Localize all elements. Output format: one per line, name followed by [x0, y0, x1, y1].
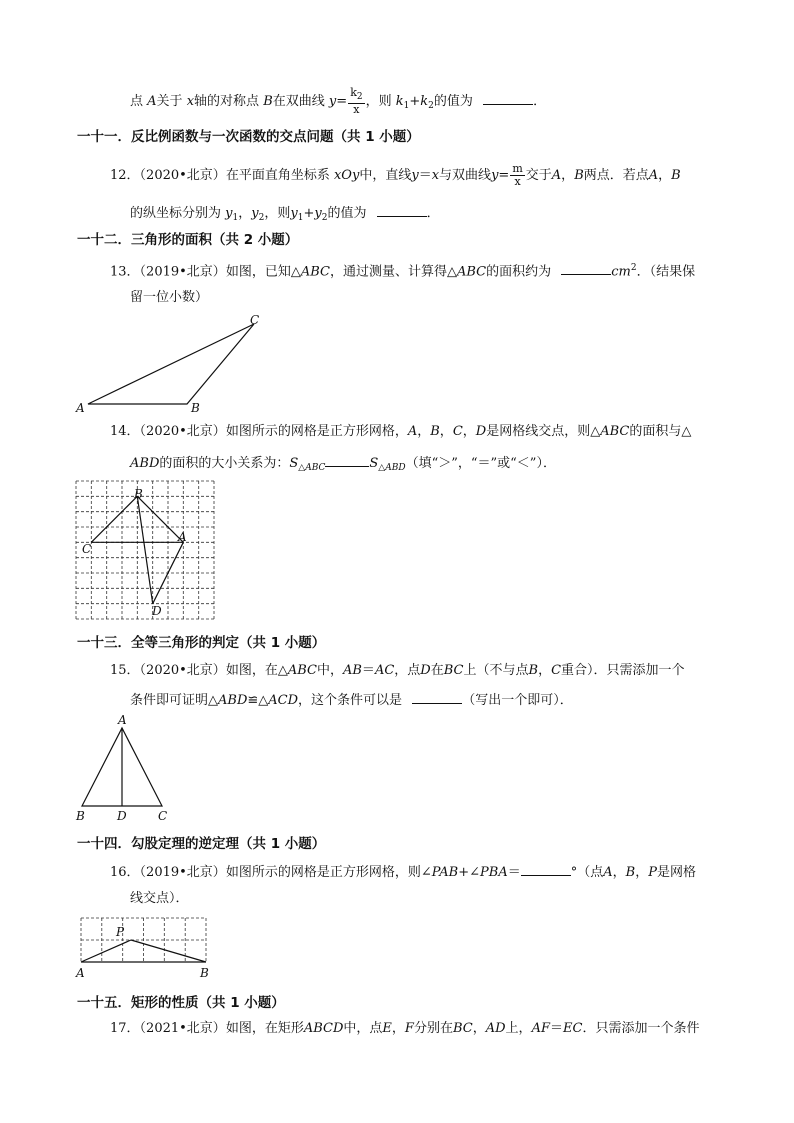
q11-text-f: 的值为 — [433, 94, 473, 109]
q15-text-1d: 在 — [430, 663, 444, 678]
q12-xoy: xOy — [333, 168, 360, 183]
q13-text-c: 的面积约为 — [486, 264, 552, 280]
q14-text-1c: 的面积与△ — [629, 424, 692, 439]
q14-label-c: C — [82, 542, 92, 556]
q16-label-b: B — [200, 966, 209, 980]
q15-label-b: B — [76, 809, 85, 823]
q13-line1: 13．（2019•北京）如图，已知△ABC，通过测量、计算得△ABC的面积约为 $cm^2$．（结果保 — [110, 263, 696, 280]
section-12-heading: 一十二．三角形的面积（共 2 小题） — [77, 232, 299, 248]
section-14-heading: 一十四．勾股定理的逆定理（共 1 小题） — [77, 836, 326, 852]
q12-line1: 12．（2020•北京）在平面直角坐标系 xOy中，直线y＝x与双曲线y= $\frac{m}{x}$ 交于A，B两点．若点A，B — [110, 162, 681, 188]
q12-text-1a: 在平面直角坐标系 — [225, 168, 330, 183]
q13-text-d: ．（结果保 — [636, 264, 696, 280]
q11-point-b: B — [263, 94, 273, 109]
q12-text-2b: ，则 — [264, 206, 291, 221]
q17-text-1d: 上， — [505, 1021, 532, 1036]
q15-text-2d: （写出一个即可）． — [462, 693, 573, 708]
q13-label-c: C — [250, 313, 260, 327]
q11-text-a: 点 — [130, 94, 144, 109]
q13-answer-blank[interactable] — [561, 261, 611, 275]
q12-text-1b: 中，直线 — [359, 168, 412, 183]
q11-tail-line: 点 A关于 x轴的对称点 B在双曲线 y= $\frac{k_2}{x}$ ，则 $k_1+k_2$的值为 ． — [130, 86, 547, 116]
q16-grid — [81, 918, 206, 962]
q16-text-1e: 是网格 — [656, 865, 696, 880]
q13-text-a: 如图，已知△ — [225, 264, 301, 280]
q13-label-b: B — [191, 401, 200, 415]
q14-text-1b: 是网格线交点，则△ — [486, 424, 601, 439]
section-11-heading: 一十一．反比例函数与一次函数的交点问题（共 1 小题） — [77, 129, 420, 145]
q16-label-a: A — [76, 966, 85, 980]
q15-line2: 条件即可证明△ABD≌△ACD，这个条件可以是 （写出一个即可）． — [130, 690, 573, 710]
q16-text-1d: °（点 — [570, 865, 604, 880]
q14-grid-figure — [76, 481, 216, 621]
q12-fraction — [510, 163, 524, 188]
q16-text-1c: ＝ — [507, 865, 521, 880]
q13-text-b: ，通过测量、计算得△ — [329, 264, 457, 280]
q11-point-a: A — [147, 94, 157, 109]
q11-var-y: y — [328, 94, 337, 109]
q15-text-1a: 如图，在△ — [225, 663, 288, 678]
q11-frac-num: k — [350, 86, 357, 99]
q15-line1: 15．（2020•北京）如图，在△ABC中，AB＝AC，点D在BC上（不与点B，C重合）．只需添加一个 — [110, 663, 685, 678]
q11-answer-blank[interactable] — [483, 91, 533, 105]
q16-number: 16． — [110, 865, 140, 880]
q17-line1: 17．（2021•北京）如图，在矩形ABCD中，点E，F分别在BC，AD上，AF＝EC．只需添加一个条件 — [110, 1021, 700, 1036]
q16-line1: 16．（2019•北京）如图所示的网格是正方形网格，则∠PAB+∠PBA＝ °（点A，B，P是网格 — [110, 862, 696, 882]
q16-source: （2019•北京） — [139, 865, 226, 880]
q12-frac-num: m — [512, 162, 523, 175]
q15-text-2c: ，这个条件可以是 — [298, 693, 403, 708]
q14-label-a: A — [178, 530, 187, 544]
q11-var-x: x — [186, 94, 195, 109]
q11-text-b: 关于 — [156, 94, 183, 109]
q12-text-1e: 两点．若点 — [583, 168, 649, 183]
q17-text-1b: 中，点 — [343, 1021, 383, 1036]
q16-text-1a: 如图所示的网格是正方形网格，则∠ — [225, 865, 432, 880]
q14-text-2a: 的面积的大小关系为： — [159, 456, 290, 471]
q15-source: （2020•北京） — [139, 663, 226, 678]
q13-line2: 留一位小数） — [130, 290, 209, 305]
section-13-heading: 一十三．全等三角形的判定（共 1 小题） — [77, 635, 326, 651]
q15-text-1f: 重合）．只需添加一个 — [561, 663, 685, 678]
q15-text-1b: 中， — [316, 663, 343, 678]
q11-fraction: $\frac{k_2}{x}$ — [350, 86, 363, 116]
q17-text-1c: 分别在 — [413, 1021, 453, 1036]
q13-triangle — [88, 324, 254, 404]
q12-number: 12． — [110, 168, 140, 183]
q11-sum: k — [395, 94, 404, 109]
q17-number: 17． — [110, 1021, 140, 1036]
section-15-heading: 一十五．矩形的性质（共 1 小题） — [77, 995, 285, 1011]
q15-label-c: C — [158, 809, 168, 823]
q17-text-1e: ．只需添加一个条件 — [582, 1021, 700, 1036]
q13-triangle-figure — [70, 310, 270, 420]
q14-number: 14． — [110, 424, 140, 439]
q11-frac-den: x — [353, 103, 360, 116]
q16-grid-figure — [76, 915, 216, 985]
q14-label-b: B — [134, 487, 143, 501]
q15-label-a: A — [118, 713, 127, 727]
q15-answer-blank[interactable] — [412, 690, 462, 704]
q15-label-d: D — [117, 809, 127, 823]
q16-answer-blank[interactable] — [521, 862, 571, 876]
q15-text-1e: 上（不与点 — [463, 663, 529, 678]
q12-source: （2020•北京） — [139, 168, 226, 183]
q12-text-2c: 的值为 — [327, 206, 367, 221]
q13-number: 13． — [110, 264, 140, 280]
q14-line2: ABD的面积的大小关系为：$S_{\triangle ABC}$ $S_{\triangle ABD}$（填“＞”，“＝”或“＜”）． — [130, 453, 556, 477]
q15-number: 15． — [110, 663, 140, 678]
q15-text-2a: 条件即可证明△ — [130, 693, 218, 708]
q15-text-1c: ，点 — [394, 663, 421, 678]
q17-text-1a: 如图，在矩形 — [225, 1021, 304, 1036]
q12-answer-blank[interactable] — [377, 203, 427, 217]
q12-frac-den: x — [514, 175, 521, 188]
q12-text-1c: 与双曲线 — [439, 168, 492, 183]
q11-text-c: 轴的对称点 — [194, 94, 260, 109]
q17-source: （2021•北京） — [139, 1021, 226, 1036]
q13-unit: cm — [611, 264, 631, 280]
q14-label-d: D — [152, 604, 162, 618]
q16-text-1b: +∠ — [458, 865, 481, 880]
q14-answer-blank[interactable] — [325, 453, 369, 467]
q13-source: （2019•北京） — [139, 264, 226, 280]
q15-triangle-figure — [74, 712, 184, 827]
q12-line2: 的纵坐标分别为 $y_1$，$y_2$，则$y_1+y_2$的值为 ． — [130, 203, 440, 227]
q14-text-1a: 如图所示的网格是正方形网格， — [225, 424, 408, 439]
q11-text-d: 在双曲线 — [272, 94, 325, 109]
q16-label-p: P — [116, 925, 125, 939]
q12-text-2a: 的纵坐标分别为 — [130, 206, 222, 221]
q11-text-e: ，则 — [365, 94, 392, 109]
q13-label-a: A — [76, 401, 85, 415]
q12-text-1d: 交于 — [525, 168, 552, 183]
q14-source: （2020•北京） — [139, 424, 226, 439]
q15-text-2b: ≌△ — [247, 693, 269, 708]
q14-text-2b: （填“＞”，“＝”或“＜”）． — [405, 456, 556, 471]
q14-line1: 14．（2020•北京）如图所示的网格是正方形网格，A，B，C，D是网格线交点，则△ABC的面积与△ — [110, 424, 692, 439]
q16-line2: 线交点）． — [130, 891, 189, 906]
